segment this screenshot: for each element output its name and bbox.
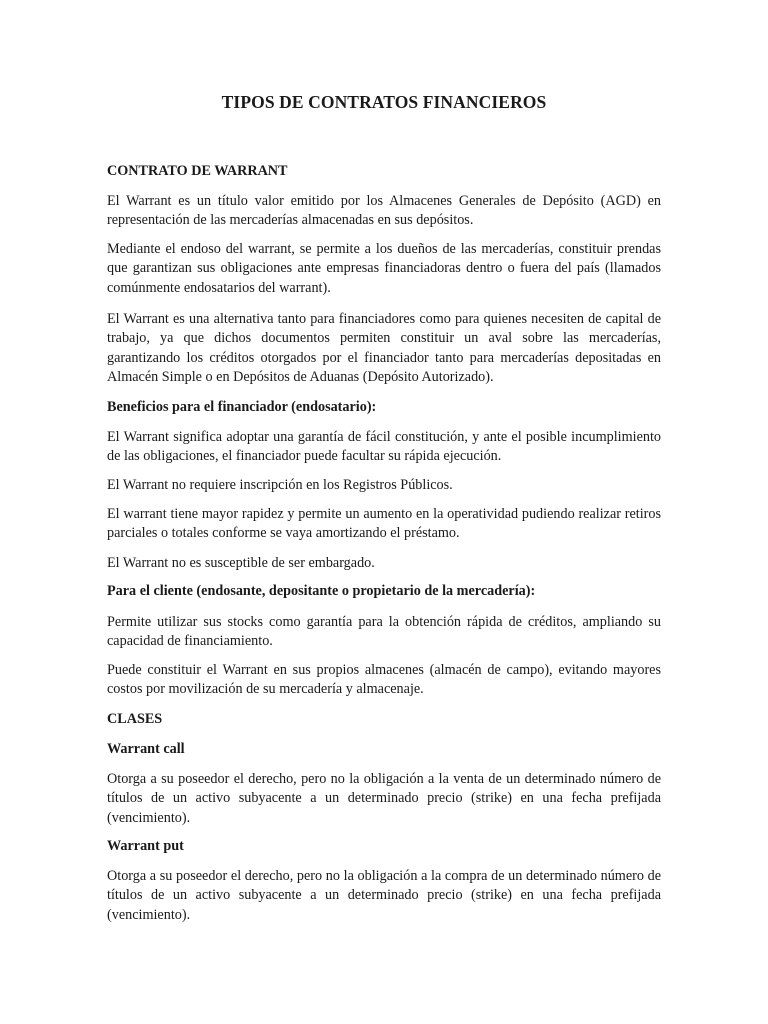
paragraph-2: Mediante el endoso del warrant, se permite a los dueños de las mercaderías, constituir prendas que garantizan sus obligaciones ante empresas financiadoras dentro o fuera del país (llamados comúnmente endosatarios del warrant). [107,241,661,296]
section-heading-contrato: CONTRATO DE WARRANT [107,163,288,179]
section-heading-warrant-put: Warrant put [107,838,184,854]
section-heading-clases: CLASES [107,711,163,727]
section-heading-cliente: Para el cliente (endosante, depositante o propietario de la mercadería): [107,583,536,599]
paragraph-11: Otorga a su poseedor el derecho, pero no la obligación a la compra de un determinado número de títulos de un activo subyacente a un determinado precio (strike) en una fecha prefijada (vencimiento). [107,868,661,923]
paragraph-7: El Warrant no es susceptible de ser embargado. [107,555,375,571]
paragraph-1: El Warrant es un título valor emitido por los Almacenes Generales de Depósito (AGD) en representación de las mercaderías almacenadas en sus depósitos. [107,193,661,229]
paragraph-3: El Warrant es una alternativa tanto para financiadores como para quienes necesiten de capital de trabajo, ya que dichos documentos permiten constituir un aval sobre las mercaderías, garantizando los créditos otorgados por el financiador tanto para mercaderías depositadas en Almacén Simple o en Depósitos de Aduanas (Depósito Autorizado). [107,311,661,386]
paragraph-8: Permite utilizar sus stocks como garantía para la obtención rápida de créditos, ampliando su capacidad de financiamiento. [107,614,661,650]
paragraph-5: El Warrant no requiere inscripción en los Registros Públicos. [107,477,453,493]
paragraph-4: El Warrant significa adoptar una garantía de fácil constitución, y ante el posible incumplimiento de las obligaciones, el financiador puede facultar su rápida ejecución. [107,429,661,465]
section-heading-beneficios: Beneficios para el financiador (endosatario): [107,399,377,415]
paragraph-10: Otorga a su poseedor el derecho, pero no la obligación a la venta de un determinado número de títulos de un activo subyacente a un determinado precio (strike) en una fecha prefijada (vencimiento). [107,771,661,826]
section-heading-warrant-call: Warrant call [107,741,185,757]
paragraph-9: Puede constituir el Warrant en sus propios almacenes (almacén de campo), evitando mayores costos por movilización de su mercadería y almacenaje. [107,662,661,698]
paragraph-6: El warrant tiene mayor rapidez y permite un aumento en la operatividad pudiendo realizar retiros parciales o totales conforme se vaya amortizando el préstamo. [107,506,661,542]
document-title: TIPOS DE CONTRATOS FINANCIEROS [221,92,547,112]
